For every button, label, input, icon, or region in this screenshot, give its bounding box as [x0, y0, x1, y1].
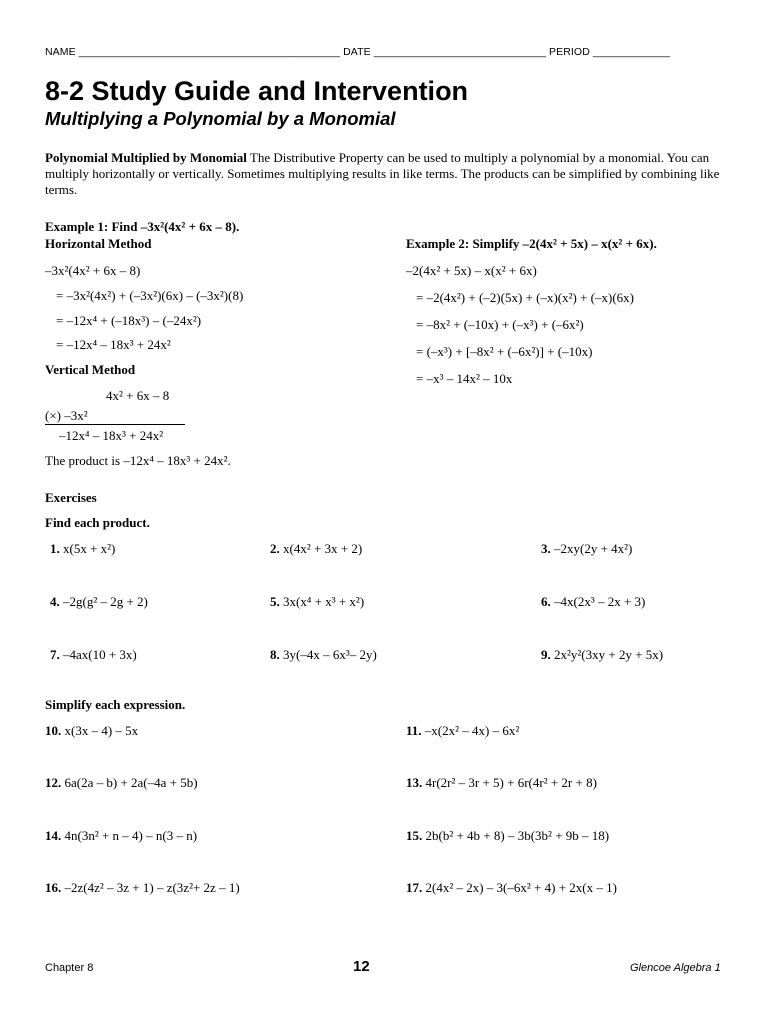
exercise-item: 4. –2g(g² – 2g + 2) [50, 594, 148, 609]
find-product-heading: Find each product. [45, 515, 150, 530]
exercise-item: 16. –2z(4z² – 3z + 1) – z(3z²+ 2z – 1) [45, 880, 240, 895]
example1-v-line-2: (×) –3x² [45, 408, 88, 423]
example1-v-line-3: –12x⁴ – 18x³ + 24x² [59, 428, 164, 443]
exercise-item: 2. x(4x² + 3x + 2) [270, 541, 363, 556]
exercise-item: 10. x(3x – 4) – 5x [45, 723, 139, 738]
vertical-method-rule [45, 424, 185, 425]
footer-page-number: 12 [353, 958, 370, 975]
horizontal-method-label: Horizontal Method [45, 236, 152, 251]
simplify-heading: Simplify each expression. [45, 697, 186, 712]
exercise-item: 1. x(5x + x²) [50, 541, 116, 556]
example1-h-line-4: = –12x⁴ – 18x³ + 24x² [56, 337, 171, 352]
exercise-item: 14. 4n(3n² + n – 4) – n(3 – n) [45, 828, 198, 843]
exercise-item: 6. –4x(2x³ – 2x + 3) [541, 594, 646, 609]
name-date-period-line: NAME ____________________________________________ DATE _____________________________ PERIOD _____________ [45, 46, 671, 58]
example2-line-4: = (–x³) + [–8x² + (–6x²)] + (–10x) [416, 344, 593, 359]
intro-paragraph [45, 150, 725, 198]
example1-h-line-3: = –12x⁴ + (–18x³) – (–24x²) [56, 313, 202, 328]
exercise-item: 12. 6a(2a – b) + 2a(–4a + 5b) [45, 775, 198, 790]
example2-line-2: = –2(4x²) + (–2)(5x) + (–x)(x²) + (–x)(6x) [416, 290, 634, 305]
example2-line-3: = –8x² + (–10x) + (–x³) + (–6x²) [416, 317, 584, 332]
example2-line-5: = –x³ – 14x² – 10x [416, 371, 513, 386]
exercise-item: 9. 2x²y²(3xy + 2y + 5x) [541, 647, 664, 662]
exercise-item: 5. 3x(x⁴ + x³ + x²) [270, 594, 365, 609]
page-subtitle: Multiplying a Polynomial by a Monomial [45, 108, 396, 129]
exercise-item: 8. 3y(–4x – 6x³– 2y) [270, 647, 377, 662]
example2-line-1: –2(4x² + 5x) – x(x² + 6x) [406, 263, 537, 278]
intro-lead: Polynomial Multiplied by Monomial [45, 150, 247, 165]
exercise-item: 11. –x(2x² – 4x) – 6x² [406, 723, 520, 738]
vertical-method-label: Vertical Method [45, 362, 136, 377]
example1-h-line-1: –3x²(4x² + 6x – 8) [45, 263, 141, 278]
example1-product: The product is –12x⁴ – 18x³ + 24x². [45, 453, 231, 468]
exercise-item: 15. 2b(b² + 4b + 8) – 3b(3b² + 9b – 18) [406, 828, 610, 843]
exercise-item: 7. –4ax(10 + 3x) [50, 647, 137, 662]
footer-book-title: Glencoe Algebra 1 [630, 962, 721, 974]
intro-text: The Distributive Property can be used to multiply a polynomial by a monomial. You can multiply horizontally or vertically. Sometimes multiplying results in like terms. The products can be simplified by combining like terms. [45, 150, 720, 197]
example1-h-line-2: = –3x²(4x²) + (–3x²)(6x) – (–3x²)(8) [56, 288, 244, 303]
page-title: 8-2 Study Guide and Intervention [45, 76, 469, 106]
exercises-heading: Exercises [45, 490, 97, 505]
exercise-item: 13. 4r(2r² – 3r + 5) + 6r(4r² + 2r + 8) [406, 775, 597, 790]
exercise-item: 3. –2xy(2y + 4x²) [541, 541, 633, 556]
example2-heading: Example 2: Simplify –2(4x² + 5x) – x(x² + 6x). [406, 236, 657, 251]
example1-heading: Example 1: Find –3x²(4x² + 6x – 8). [45, 219, 240, 234]
footer-chapter: Chapter 8 [45, 962, 94, 974]
exercise-item: 17. 2(4x² – 2x) – 3(–6x² + 4) + 2x(x – 1) [406, 880, 617, 895]
example1-v-line-1: 4x² + 6x – 8 [106, 388, 170, 403]
